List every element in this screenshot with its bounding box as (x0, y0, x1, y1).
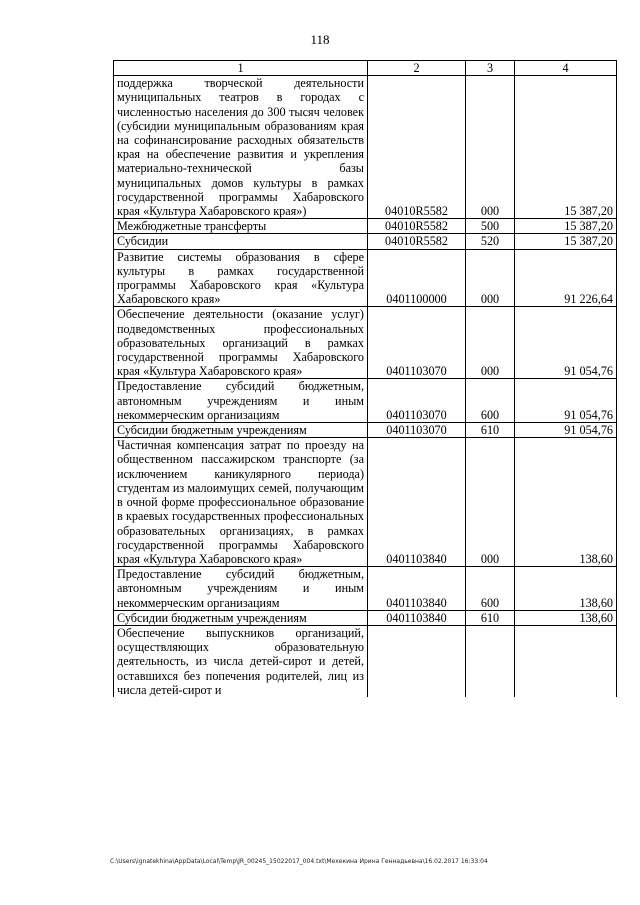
table-row (114, 219, 617, 234)
column-header-code: 2 (368, 61, 466, 76)
column-header-name: 1 (114, 61, 368, 76)
row-code: 0401103840 (368, 610, 466, 625)
row-name: Предоставление субсидий бюджетным, автономным учреждениям и иным некоммерческим организациям (114, 567, 368, 611)
row-code: 04010R5582 (368, 234, 466, 249)
file-path-footer: C:\Users\ignatekhina\AppData\Local\Temp\JR_00245_15022017_004.txt\Мехекина Ирина Геннадьевна\16.02.2017 16:33:04 (110, 858, 488, 865)
row-kind (466, 625, 515, 697)
row-kind: 610 (466, 423, 515, 438)
row-name: поддержка творческой деятельности муниципальных театров в городах с численностью населения до 300 тысяч человек (субсидии муниципальным образованиям края на софинансирование расходных обязательств края на обеспечение развития и укрепления материально-технической базы муниципальных домов культуры в рамках государственной программы Хабаровского края «Культура Хабаровского края») (114, 76, 368, 219)
row-kind: 520 (466, 234, 515, 249)
row-code: 0401103070 (368, 379, 466, 423)
row-kind: 000 (466, 307, 515, 379)
budget-table (113, 60, 617, 697)
row-code: 0401103840 (368, 438, 466, 567)
row-amount: 91 054,76 (515, 307, 617, 379)
row-name: Межбюджетные трансферты (114, 219, 368, 234)
table-row (114, 76, 617, 219)
row-name: Субсидии бюджетным учреждениям (114, 610, 368, 625)
table-row (114, 234, 617, 249)
table-row (114, 567, 617, 611)
row-name: Субсидии (114, 234, 368, 249)
row-amount: 138,60 (515, 567, 617, 611)
row-amount: 91 226,64 (515, 249, 617, 307)
row-amount: 15 387,20 (515, 76, 617, 219)
row-kind: 000 (466, 249, 515, 307)
row-name: Обеспечение выпускников организаций, осуществляющих образовательную деятельность, из числа детей-сирот и детей, оставшихся без попечения родителей, лиц из числа детей-сирот и (114, 625, 368, 697)
row-kind: 600 (466, 567, 515, 611)
row-name: Частичная компенсация затрат по проезду на общественном пассажирском транспорте (за исключением каникулярного периода) студентам из малоимущих семей, получающим в очной форме профессиональное образование в краевых государственных профессиональных образовательных организациях, в рамках государственной программы Хабаровского края «Культура Хабаровского края» (114, 438, 368, 567)
row-amount: 15 387,20 (515, 219, 617, 234)
row-amount: 91 054,76 (515, 423, 617, 438)
row-code: 0401103840 (368, 567, 466, 611)
row-kind: 000 (466, 76, 515, 219)
row-code: 0401100000 (368, 249, 466, 307)
row-code: 0401103070 (368, 307, 466, 379)
row-name: Обеспечение деятельности (оказание услуг) подведомственных профессиональных образовательных организаций в рамках государственной программы Хабаровского края «Культура Хабаровского края» (114, 307, 368, 379)
table-row (114, 610, 617, 625)
row-code: 04010R5582 (368, 76, 466, 219)
row-code (368, 625, 466, 697)
row-amount: 138,60 (515, 610, 617, 625)
table-row (114, 423, 617, 438)
page-number: 118 (310, 32, 330, 47)
table-row (114, 307, 617, 379)
table-row (114, 438, 617, 567)
row-name: Субсидии бюджетным учреждениям (114, 423, 368, 438)
column-header-kind: 3 (466, 61, 515, 76)
row-kind: 000 (466, 438, 515, 567)
row-amount: 91 054,76 (515, 379, 617, 423)
row-code: 04010R5582 (368, 219, 466, 234)
row-name: Предоставление субсидий бюджетным, автономным учреждениям и иным некоммерческим организациям (114, 379, 368, 423)
row-amount (515, 625, 617, 697)
row-name: Развитие системы образования в сфере культуры в рамках государственной программы Хабаровского края «Культура Хабаровского края» (114, 249, 368, 307)
table-row (114, 379, 617, 423)
row-amount: 138,60 (515, 438, 617, 567)
row-kind: 610 (466, 610, 515, 625)
row-amount: 15 387,20 (515, 234, 617, 249)
row-kind: 600 (466, 379, 515, 423)
column-header-amount: 4 (515, 61, 617, 76)
row-kind: 500 (466, 219, 515, 234)
row-code: 0401103070 (368, 423, 466, 438)
table-row (114, 249, 617, 307)
table-row (114, 625, 617, 697)
table-header-row (114, 61, 617, 76)
